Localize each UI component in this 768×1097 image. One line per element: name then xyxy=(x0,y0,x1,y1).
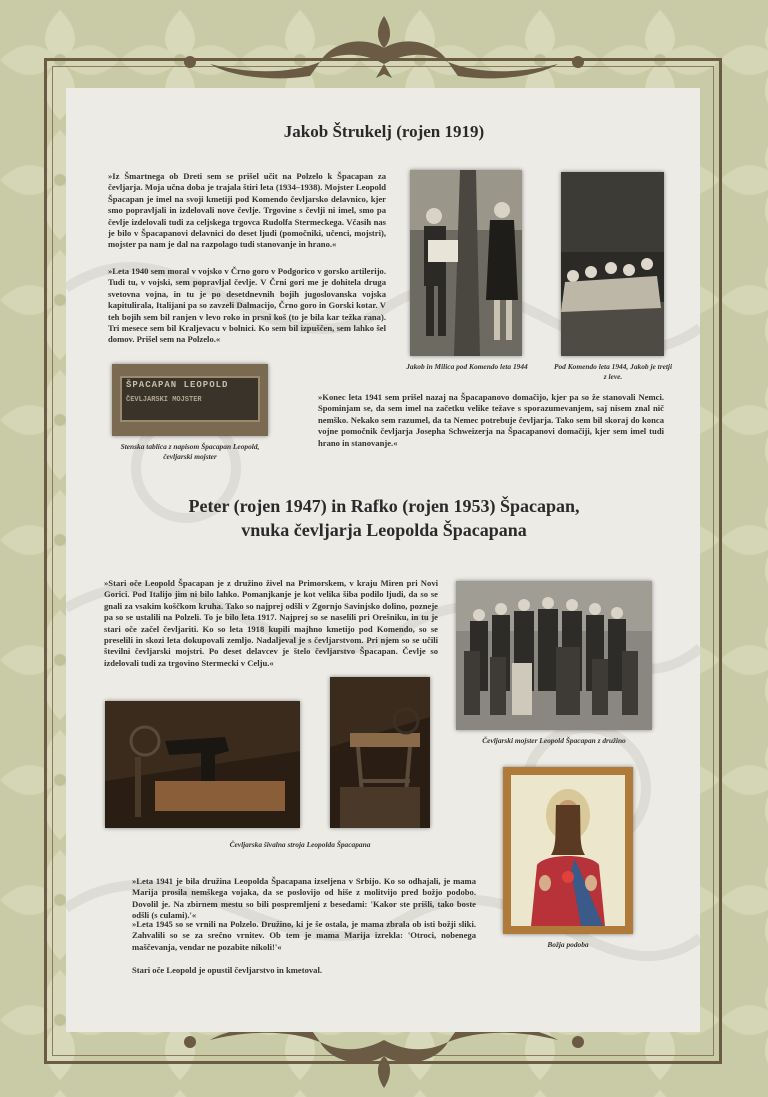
section1-paragraph-2: »Leta 1940 sem moral v vojsko v Črno goro v Podgorico v gorsko artilerijo. Tudi tu, v vojski, sem popravljal čevlje. V Črni gori me je dohitela druga svetovna vojna, in tu je po desetdnevnih bojih jugoslovanska vojska kapitulirala, Italijani pa so zavzeli Dalmacijo, Črno goro in Gorski kotar. V teh bojih sem bil ranjen v levo roko in prsni koš (to je bila kar težka rana). Tri mesece sem bil Kraljevacu v bolnici. Ko sem bil izpuščen, sem lahko šel domov. Prišel sem na Polzelo.« xyxy=(108,266,386,345)
section2-paragraph-4: Stari oče Leopold je opustil čevljarstvo in kmetoval. xyxy=(132,965,322,975)
photo-wall-sign xyxy=(112,364,268,436)
section1-title: Jakob Štrukelj (rojen 1919) xyxy=(283,122,485,141)
top-ornament xyxy=(170,14,598,84)
section2-title-line-2: vnuka čevljarja Leopolda Špacapana xyxy=(241,520,527,540)
caption-family: Čevljarski mojster Leopold Špacapan z družino xyxy=(482,736,626,745)
photo-family xyxy=(456,581,652,730)
section1-paragraph-3: »Konec leta 1941 sem prišel nazaj na Špacapanovo domačijo, kjer pa so že stanovali Nemci. Spominjam se, da sem imel na začetku velike težave s sporazumevanjem, saj nisem znal nič nemško. Nekako sem razumel, da ta Nemec potrebuje čevljarja. Tako sem bil skoraj do konca vojne pomočnik čevljarja Josepha Schweizerja na Špacapanovi domačiji, kjer sem imel tudi hrano in stanovanje.« xyxy=(318,392,664,448)
section2-title xyxy=(0,494,768,542)
caption-photo-jakob-milica: Jakob in Milica pod Komendo leta 1944 xyxy=(406,362,528,371)
photo-jesus-painting xyxy=(503,767,633,934)
caption-sewing-machines: Čevljarska šivalna stroja Leopolda Špacapana xyxy=(229,840,371,849)
caption-wall-sign: Stenska tablica z napisom Špacapan Leopold, čevljarski mojster xyxy=(120,442,260,461)
photo-jakob-milica xyxy=(410,170,522,356)
sign-text-line-2: ČEVLJARSKI MOJSTER xyxy=(126,396,202,404)
section1-paragraph-1: »Iz Šmartnega ob Dreti sem se prišel učit na Polzelo k Špacapan za čevljarja. Moja učna doba je trajala štiri leta (1934–1938). Mojster Leopold Špacapan je imel na svoji kmetiji pod Komendo čevljarsko delavnico, kjer smo popravljali in izdelovali nove čevlje. Trgovine s čevlji ni imel, smo pa čevlje izdelovali tudi za celjskega trgovca Rudolfa Stermeckega. Včasih nas je bilo v Špacapanovi delavnici do deset ljudi (pomočniki, učenci, mojstri), mojster pa nam je dal na razpolago tudi stanovanje in hrano.« xyxy=(108,171,386,250)
photo-group-under-komenda xyxy=(561,172,664,356)
caption-photo-group: Pod Komendo leta 1944, Jakob je tretji z leve. xyxy=(553,362,673,381)
caption-jesus-painting: Božja podoba xyxy=(547,940,589,949)
photo-sewing-machine-1 xyxy=(105,701,300,828)
section2-paragraph-2: »Leta 1941 je bila družina Leopolda Špacapana izseljena v Srbijo. Ko so odhajali, je mama Marija prosila nemškega vojaka, da se poslovijo od hiše z molitvijo pred božjo podobo. Dovolil je. Na zbirnem mestu so bili pospremljeni z besedami: 'Kakor ste prišli, tako boste odšli (s culami).'« xyxy=(132,876,476,921)
photo-sewing-machine-2 xyxy=(330,677,430,828)
sign-text-line-1: ŠPACAPAN LEOPOLD xyxy=(126,380,229,390)
section2-paragraph-3: »Leta 1945 so se vrnili na Polzelo. Družino, ki je še ostala, je mama zbrala ob isti božji sliki. Zahvalili so se za srečno vrnitev. Ob tem je mama Marija izrekla: 'Otroci, nobenega maščevanja, vendar ne pozabite nikoli!'« xyxy=(132,919,476,952)
section2-title-line-1: Peter (rojen 1947) in Rafko (rojen 1953) Špacapan, xyxy=(188,496,580,516)
section2-paragraph-1: »Stari oče Leopold Špacapan je z družino živel na Primorskem, v kraju Miren pri Novi Gorici. Pod Italijo jim ni bilo lahko. Pomanjkanje je kot velika šiba podilo ljudi, da so se gnali za vsakim koščkom kruha. Tako so najprej odšli v Zgornjo Savinjsko dolino, pozneje pa so se ustalili na Polzeli. To je bilo leta 1917. Najprej so se naselili pri Orešniku, in tu je stari oče začel čevljariti. Ko so leta 1918 kupili majhno kmetijo pod Komendo, so se preselili in skozi leta dokupovali zemljo. Nadaljeval je s čevljarstvom. Pri njem so se učili številni čevljarski mojstri. Po deset delavcev je štelo čevljarstvo Špacapan. Čevlje so izdelovali tudi za trgovino Stermecki v Celju.« xyxy=(104,578,438,668)
